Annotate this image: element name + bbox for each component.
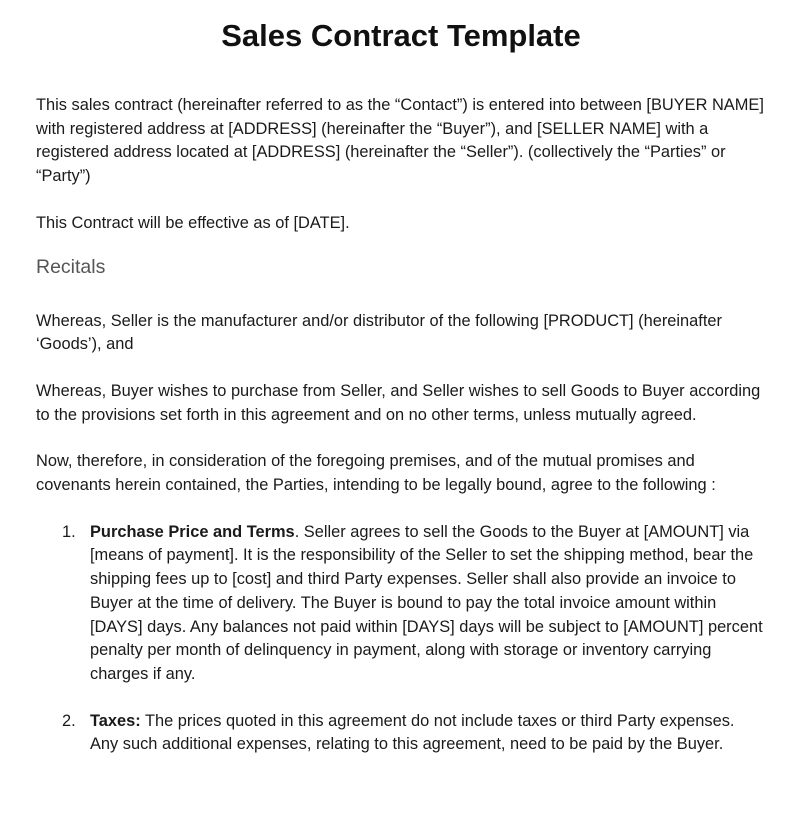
whereas-paragraph-1: Whereas, Seller is the manufacturer and/or distributor of the following [PRODUCT] (hereinafter ‘Goods’), and — [36, 311, 722, 354]
whereas-paragraph-2: Whereas, Buyer wishes to purchase from Seller, and Seller wishes to sell Goods to Buyer according to the provisions set forth in this agreement and on no other terms, unless mutually agreed. — [36, 381, 761, 424]
list-item-purchase-price — [36, 521, 766, 687]
intro-paragraph: This sales contract (hereinafter referred to as the “Contact”) is entered into between [BUYER NAME] with registered address at [ADDRESS] (hereinafter the “Buyer”), and [SELLER NAME] with a registered address located at [ADDRESS] (hereinafter the “Seller”). (collectively the “Parties” or “Party”) — [36, 96, 764, 186]
list-item-number: 2. — [62, 711, 76, 730]
list-item-number: 1. — [62, 522, 76, 541]
effective-date-paragraph: This Contract will be effective as of [DATE]. — [36, 213, 350, 232]
list-item-text: . Seller agrees to sell the Goods to the Buyer at [AMOUNT] via [means of payment]. It is the responsibility of the Seller to set the shipping method, bear the shipping fees up to [cost] and third Party expenses. Seller shall also provide an invoice to Buyer at the time of delivery. The Buyer is bound to pay the total invoice amount within [DAYS] days. Any balances not paid within [DAYS] days will be subject to [AMOUNT] percent penalty per month of delinquency in payment, along with storage or inventory carrying charges if any. — [90, 522, 763, 683]
therefore-paragraph: Now, therefore, in consideration of the foregoing premises, and of the mutual promises and covenants herein contained, the Parties, intending to be legally bound, agree to the following : — [36, 452, 716, 495]
list-item-taxes — [36, 710, 766, 757]
terms-list — [36, 521, 766, 757]
list-item-heading: Taxes: — [90, 711, 141, 730]
list-item-heading: Purchase Price and Terms — [90, 522, 295, 541]
recitals-heading: Recitals — [36, 255, 106, 278]
document-title: Sales Contract Template — [221, 18, 581, 53]
list-item-text: The prices quoted in this agreement do not include taxes or third Party expenses. Any such additional expenses, relating to this agreement, need to be paid by the Buyer. — [90, 711, 735, 754]
